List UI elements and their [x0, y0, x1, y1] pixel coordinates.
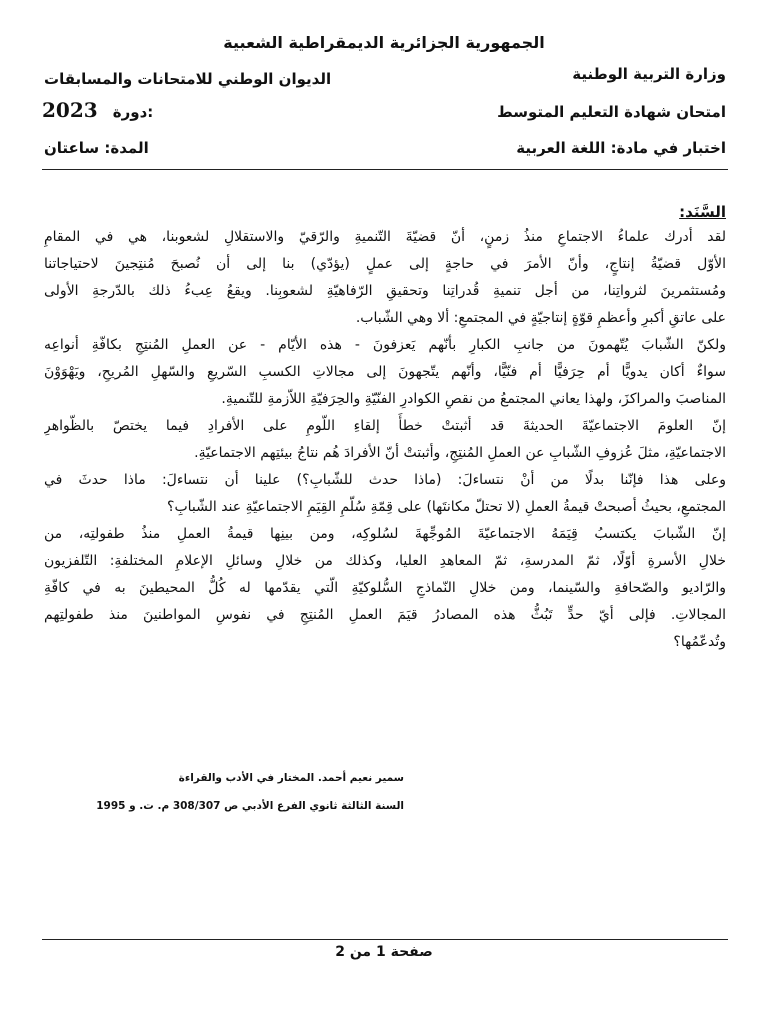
text-line: الأوّل قضيّةُ إنتاجٍ، وأنّ الأمرَ في حاجةٍ إلى عملٍ (يؤدّي) بنا إلى أن نُصبحَ مُنتِجينَ لاحتياجاتنا	[44, 256, 726, 272]
reference-author: سمير نعيم أحمد. المختار في الأدب والقراءة	[178, 772, 404, 784]
text-line: خلالِ الأسرةِ أوّلًا، ثمّ المدرسةِ، ثمّ المعاهدِ العليا، وكذلك من خلالِ وسائلِ الإعلامِ المختلفةِ: التّلفزيون	[44, 553, 726, 569]
duration-label: المدة: ساعتان	[44, 139, 149, 157]
footer-divider	[42, 939, 728, 940]
exam-title: امتحان شهادة التعليم المتوسط	[497, 103, 726, 121]
text-line: والرّاديو والصّحافةِ والسّينما، ومن خلالِ النّماذجِ السُّلوكيّةِ الّتي يقدّمها له كُلُّ المحيطينَ به في كافّةِ	[44, 580, 726, 596]
text-line: المجتمعِ، بحيثُ أصبحتْ قيمةُ العملِ (لا تحتلّ مكانتَها) على قِمّةِ سُلّمِ القِيَمِ الاجتماعيّةِ عند الشّبابِ؟	[167, 499, 726, 515]
text-line: المجالاتِ. فإلى أيّ حدٍّ تَبُثُّ هذه المصادرُ قيَمَ العملِ المُنتِجِ في نفوسِ المواطنينَ منذ طفولتِهم	[44, 607, 726, 623]
reference-source: السنة الثالثة ثانوي الفرع الأدبي ص 308/307 م. ت. و 1995	[96, 800, 404, 812]
text-line: إنّ الشّبابَ يكتسبُ قِيَمَهُ الاجتماعيّةَ المُوجِّهةَ لسُلوكِه، ومن بينِها قيمةُ العملِ منذُ طفولتِه، من	[44, 526, 726, 542]
ministry-name: وزارة التربية الوطنية	[572, 65, 726, 83]
text-line: الاجتماعيّةِ، مثلَ عُزوفِ الشّبابِ عن العملِ المُنتِجِ، وأثبتتْ أنّ الأفرادَ هُم نتاجُ بيئتِهم الاجتماعيّةِ.	[194, 445, 726, 461]
text-line: المناصبَ والمراكزَ، ولهذا يعاني المجتمعُ من نقصِ الكوادرِ الفنّيّةِ والحِرَفيّةِ اللاّزمةِ للتّنميةِ.	[221, 391, 726, 407]
subject-label: اختبار في مادة: اللغة العربية	[516, 139, 726, 157]
exam-office-name: الديوان الوطني للامتحانات والمسابقات	[44, 70, 332, 88]
text-line: إنّ العلومَ الاجتماعيّةَ الحديثةَ قد أثبتتْ خطأَ إلقاءِ اللّومِ على الأفرادِ فيما يختصّ بالظّواهرِ	[44, 418, 726, 434]
text-line: وعلى هذا فإنّنا بدلًا من أنْ نتساءلَ: (ماذا حدث للشّبابِ؟) علينا أن نتساءلَ: ماذا حدثَ في	[44, 472, 726, 488]
session-label: دورة:	[112, 103, 154, 121]
session-info	[42, 98, 153, 122]
session-year: 2023	[42, 98, 98, 122]
republic-title: الجمهورية الجزائرية الديمقراطية الشعبية	[223, 33, 545, 52]
text-line: ولكنّ الشّبابَ يُتّهمونَ من جانبِ الكبارِ بأنّهم يَعزفونَ - هذه الأيّام - عن العملِ المُنتِجِ بكافّةِ أنواعِه	[44, 337, 726, 353]
text-line: لقد أدرك علماءُ الاجتماعِ منذُ زمنٍ، أنّ قضيّةَ التّنميةِ والرّقيّ والاستقلالِ لشعوبنا، هي في المقامِ	[44, 229, 726, 245]
page-number: صفحة 1 من 2	[335, 944, 433, 960]
text-line: سواءٌ أكان يدويًّا أم حِرَفيًّا أم فنّيًّا، وأنّهم يتّجهونَ إلى مجالاتِ الكسبِ السّريعِ والسّهلِ المُريحِ، ويَهْوَوْنَ	[44, 364, 726, 380]
text-line: ومُستثمرينَ لثرواتِنا، من أجل تنميةِ قُدراتِنا وتحقيقِ الرّفاهيّةِ لشعوبِنا. ويقعُ عِبءُ ذلك بالدّرجةِ الأولى	[44, 283, 726, 299]
section-label: السَّنَد:	[679, 203, 726, 221]
text-line: على عاتقِ أكبرِ وأعظمِ قوّةٍ إنتاجيّةٍ في المجتمعِ: ألا وهي الشّباب.	[355, 310, 726, 326]
document-text	[44, 224, 726, 656]
header-divider	[42, 169, 728, 170]
text-line: وتُدعّمُها؟	[673, 634, 726, 650]
